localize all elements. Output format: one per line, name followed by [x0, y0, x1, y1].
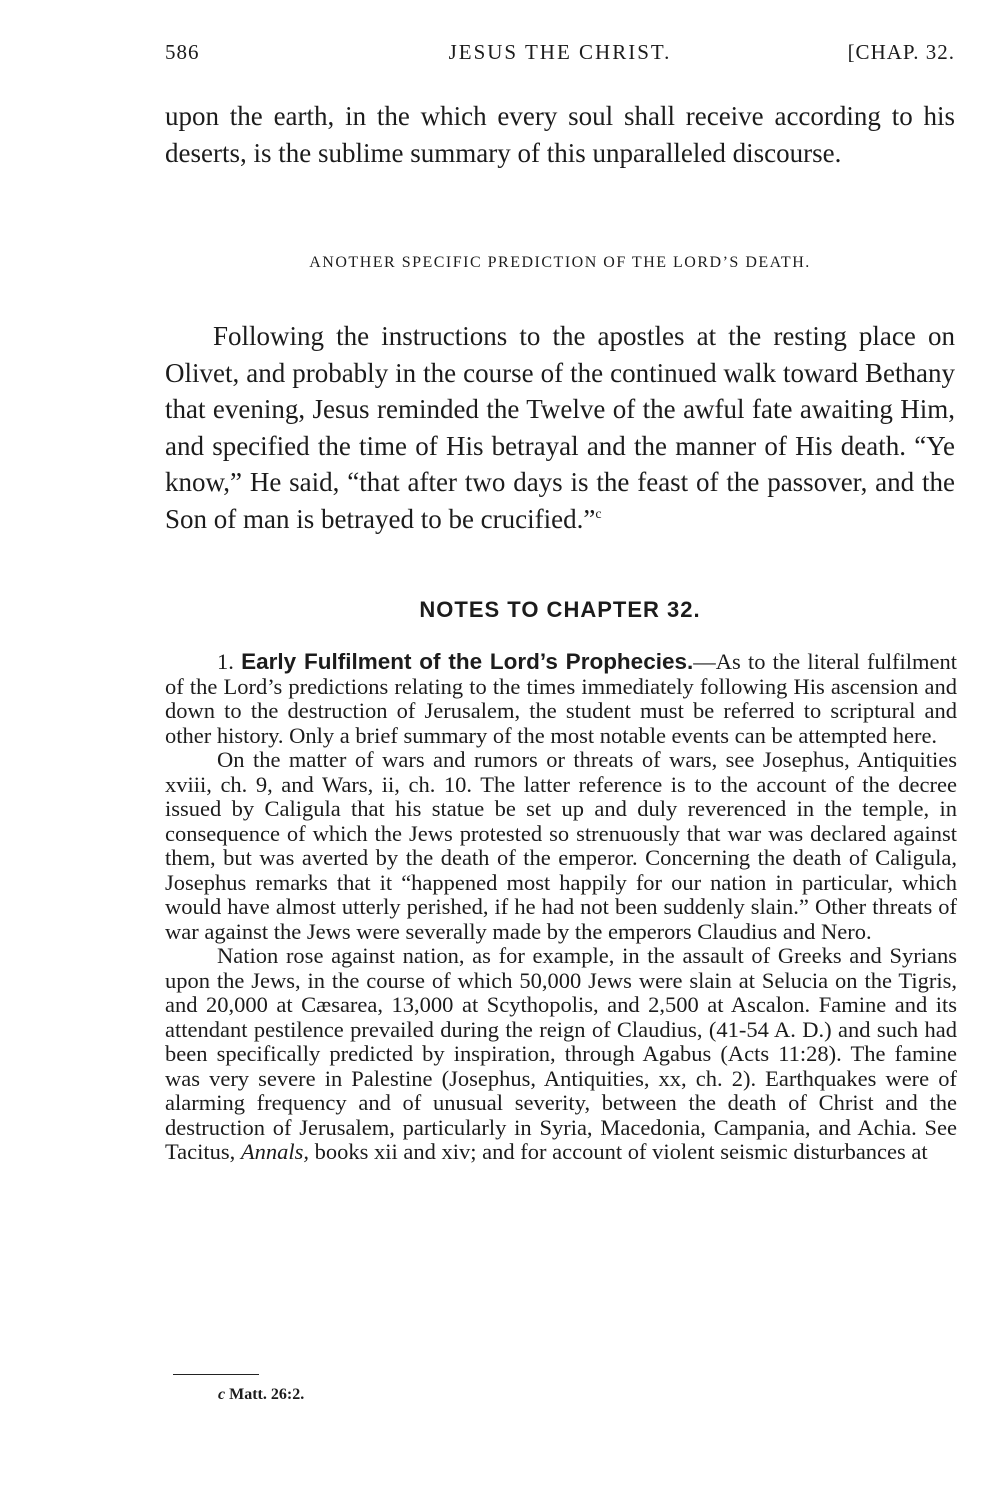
main-paragraph [165, 318, 955, 537]
chapter-label: [CHAP. 32. [847, 40, 955, 64]
footnote-mark: c [218, 1386, 226, 1403]
notes-heading: NOTES TO CHAPTER 32. [419, 597, 701, 622]
note-number: 1. [217, 649, 234, 674]
page-number: 586 [165, 40, 200, 64]
footnote-divider [173, 1374, 259, 1375]
note-title: Early Fulfilment of the Lord’s Prophecies. [241, 649, 694, 674]
book-title: JESUS THE CHRIST. [448, 40, 672, 64]
note-1-paragraph-3-b: books xii and xiv; and for account of violent seismic disturbances at [309, 1139, 928, 1164]
footnote-text: Matt. 26:2. [229, 1386, 305, 1403]
note-1-paragraph-2: On the matter of wars and rumors or threats of wars, see Josephus, Antiquities xviii, ch. 9, and Wars, ii, ch. 10. The latter reference is to the account of the decree issued by Caligula that his statue be set up and duly reverenced in the temple, in consequence of which the Jews protested so strenuously that war was declared against them, but was averted by the death of the emperor. Concerning the death of Caligula, Josephus remarks that it “happened most happily for our nation in particular, which would have almost utterly perished, if he had not been suddenly slain.” Other threats of war against the Jews were severally made by the emperors Claudius and Nero. [165, 747, 957, 944]
annals-title: Annals, [240, 1139, 310, 1164]
note-1-paragraph-3 [165, 944, 957, 1165]
footnote-reference: c [595, 506, 602, 522]
continued-paragraph: upon the earth, in the which every soul shall receive according to his deserts, is the sublime summary of this unparalleled discourse. [165, 101, 955, 168]
running-header [165, 40, 955, 76]
note-1-intro-text: —As to the literal fulfilment of the Lord’s predictions relating to the times immediately following His ascension and down to the destruction of Jerusalem, the student must be referred to scriptural and other history. Only a brief summary of the most notable events can be attempted here. [165, 649, 958, 748]
section-heading: ANOTHER SPECIFIC PREDICTION OF THE LORD’S DEATH. [309, 254, 811, 271]
footnote [218, 1386, 304, 1404]
note-1-paragraph-3-a: Nation rose against nation, as for example, in the assault of Greeks and Syrians upon the Jews, in the course of which 50,000 Jews were slain at Selucia on the Tigris, and 20,000 at Cæsarea, 13,000 at Scythopolis, and 2,500 at Ascalon. Famine and its attendant pestilence prevailed during the reign of Claudius, (41-54 A. D.) and such had been specifically predicted by inspiration, through Agabus (Acts 11:28). The famine was very severe in Palestine (Josephus, Antiquities, xx, ch. 2). Earthquakes were of alarming frequency and of unusual severity, between the death of Christ and the destruction of Jerusalem, particularly in Syria, Macedonia, Campania, and Achia. See Tacitus, [165, 943, 957, 1164]
note-1-intro [165, 650, 957, 748]
notes-section [165, 650, 957, 1165]
main-paragraph-text: Following the instructions to the apostles at the resting place on Olivet, and probably in the course of the continued walk toward Bethany that evening, Jesus reminded the Twelve of the awful fate awaiting Him, and specified the time of His betrayal and the manner of His death. “Ye know,” He said, “that after two days is the feast of the passover, and the Son of man is betrayed to be crucified.” [165, 321, 955, 534]
